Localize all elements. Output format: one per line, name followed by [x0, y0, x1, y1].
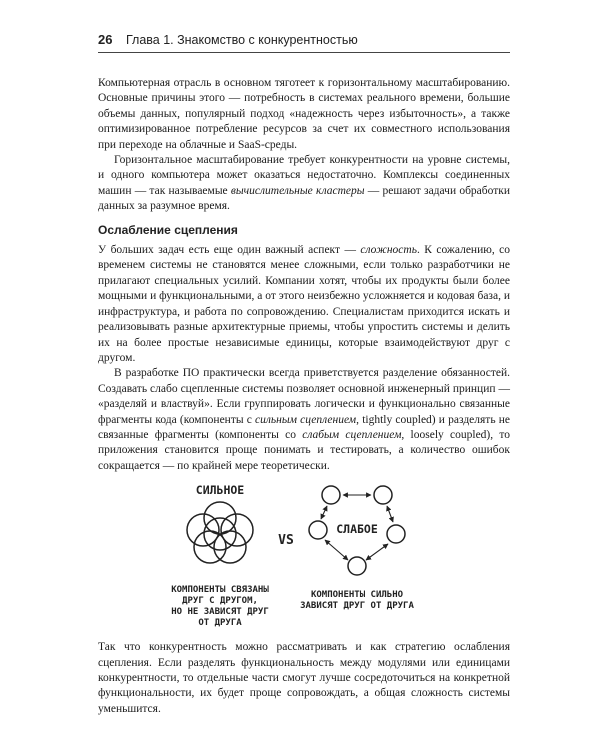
paragraph-2: Горизонтальное масштабирование требует конкурентности на уровне системы, и одного компьютера может оказаться недостаточно. Комплексы соединенных машин — так называемые вычислительные кластеры — решают задачи обработки данных за разумное время. — [98, 154, 511, 213]
chapter-title: Глава 1. Знакомство с конкурентностью — [125, 33, 358, 47]
arrow — [325, 540, 348, 560]
coupling-diagram — [98, 482, 510, 632]
loose-circle — [348, 557, 366, 575]
strong-caption-3: НО НЕ ЗАВИСЯТ ДРУГ — [171, 607, 269, 618]
arrow — [321, 506, 327, 519]
loose-caption-1: КОМПОНЕНТЫ СИЛЬНО — [310, 590, 404, 601]
loose-circle — [309, 521, 327, 539]
section-heading: Ослабление сцепления — [98, 222, 238, 237]
strong-caption-2: ДРУГ С ДРУГОМ, — [182, 596, 258, 607]
vs-label: VS — [278, 533, 294, 549]
strong-circles — [187, 502, 253, 563]
strong-title: СИЛЬНОЕ — [195, 483, 245, 498]
paragraph-4: В разработке ПО практически всегда приветствуется разделение обязанностей. Создавать слабо сцепленные системы позволяет основной инженерный принцип — «разделяй и властвуй». Если группировать логически и функционально связанные фрагменты кода (компоненты с сильным сцеплением, tightly coupled) и разделять не связанные фрагменты (компоненты со слабым сцеплением, loosely coupled), то приложения становится проще понимать и тестировать, а количество ошибок сокращается — по крайней мере теоретически. — [98, 367, 511, 472]
arrow — [366, 544, 388, 560]
term-clusters: вычислительные кластеры — [230, 184, 365, 197]
coupling-figure — [98, 482, 510, 632]
loose-circle — [374, 486, 392, 504]
term-strong-coupling: сильным сцеплением — [255, 413, 357, 426]
arrow — [387, 506, 393, 522]
term-loose-coupling: слабым сцеплением — [302, 428, 402, 441]
loose-circle — [322, 486, 340, 504]
strong-caption-1: КОМПОНЕНТЫ СВЯЗАНЫ — [171, 585, 269, 596]
paragraph-5: Так что конкурентность можно рассматривать и как стратегию ослабления сцепления. Если разделять функциональность между модулями или единицами конкурентности, то отдельные части смогут лучше сосредоточиться на конкретной функциональности, их будет проще сопровождать, а общая сложность системы уменьшится. — [98, 641, 510, 715]
term-complexity: сложность — [360, 244, 417, 257]
paragraph-3: У больших задач есть еще один важный аспект — сложность. К сожалению, со временем системы не становятся менее сложными, если только разработчики не прилагают специальных усилий. Компании хотят, чтобы их продукты были более мощными и функциональными, а от этого неизбежно усложняется и кодовая база, и инфраструктура, и работа по сопровождению. Специалистам приходится искать и реализовывать разные архитектурные приемы, чтобы упростить системы и делить их на более простые независимые единицы, которые взаимодействуют друг с другом. — [98, 244, 510, 364]
page-header — [98, 32, 510, 53]
page-number: 26 — [98, 32, 113, 47]
page-body — [98, 76, 510, 717]
strong-caption-4: ОТ ДРУГА — [198, 618, 242, 629]
loose-title: СЛАБОЕ — [336, 522, 378, 537]
paragraph-1: Компьютерная отрасль в основном тяготеет к горизонтальному масштабированию. Основные причины этого — потребность в системах реального времени, большие объемы данных, популярный подход «надежность через избыточность», а также оптимизированное потребление ресурсов за счет их совместного использования при переходе на облачные и SaaS-среды. — [98, 77, 510, 151]
loose-caption-2: ЗАВИСЯТ ДРУГ ОТ ДРУГА — [300, 601, 414, 612]
loose-circle — [387, 525, 405, 543]
